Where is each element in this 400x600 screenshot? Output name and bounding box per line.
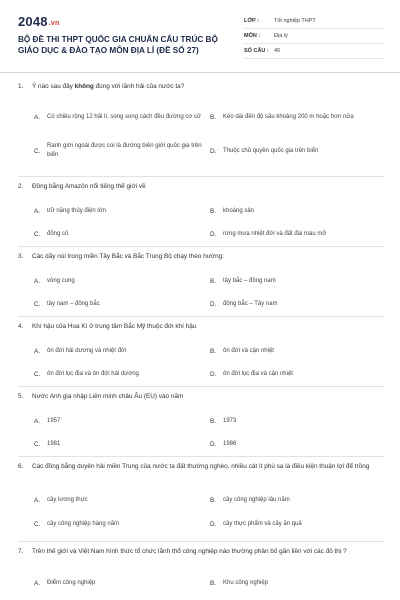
site-logo[interactable] — [18, 14, 59, 29]
option-b[interactable] — [210, 100, 384, 134]
option-letter: B. — [210, 113, 217, 121]
option-text: ôn đới lục địa và cận nhiệt — [223, 371, 293, 377]
option-a[interactable] — [34, 488, 208, 512]
meta-row-subject — [244, 29, 384, 44]
option-text: Điểm công nghiệp — [47, 579, 96, 586]
option-text: 1981 — [47, 441, 61, 447]
option-d[interactable] — [210, 512, 384, 536]
option-letter: B. — [210, 418, 217, 425]
answer-options — [34, 100, 384, 168]
option-letter: B. — [210, 208, 217, 215]
question-body: Khí hậu của Hoa Kì ở trung tâm Bắc Mỹ thuộc đới khí hậu — [32, 323, 197, 330]
question-text — [18, 320, 384, 340]
option-text: Có chiều rộng 12 hải lí, song song cách đều đường cơ sở — [47, 113, 201, 120]
meta-row-grade — [244, 14, 384, 29]
option-letter: C. — [34, 231, 41, 238]
question-emphasis: không — [74, 83, 94, 90]
option-text: 1957 — [47, 418, 61, 424]
option-text: 1986 — [223, 441, 237, 447]
question-number: 3. — [18, 253, 24, 260]
option-text: cây công nghiệp lâu năm — [223, 496, 290, 503]
option-letter: A. — [34, 496, 41, 504]
option-a[interactable] — [34, 270, 208, 293]
option-text: ôn đới hải dương và nhiệt đới — [47, 348, 127, 354]
option-text: đông bắc – Tây nam — [223, 301, 278, 307]
question-number: 6. — [18, 463, 24, 470]
question-text — [18, 390, 384, 410]
answer-options — [34, 410, 384, 456]
option-d[interactable] — [210, 134, 384, 168]
option-d[interactable] — [210, 223, 384, 246]
option-letter: B. — [210, 579, 217, 587]
option-text: cây công nghiệp hàng năm — [47, 520, 120, 527]
meta-value: Địa lý — [274, 33, 288, 39]
option-a[interactable] — [34, 340, 208, 363]
option-letter: C. — [34, 441, 41, 448]
option-letter: B. — [210, 278, 217, 285]
option-letter: C. — [34, 520, 41, 528]
question-number: 1. — [18, 83, 24, 90]
answer-options — [34, 488, 384, 536]
option-b[interactable] — [210, 573, 384, 593]
option-letter: B. — [210, 496, 217, 504]
option-c[interactable] — [34, 223, 208, 246]
option-c[interactable] — [34, 134, 208, 168]
option-c[interactable] — [34, 433, 208, 456]
option-letter: B. — [210, 348, 217, 355]
question-number: 5. — [18, 393, 24, 400]
option-text: ôn đới và cận nhiệt — [223, 348, 274, 354]
option-letter: A. — [34, 348, 41, 355]
option-text: 1973 — [223, 418, 237, 424]
header — [18, 12, 384, 70]
exam-meta — [244, 14, 384, 59]
option-letter: C. — [34, 301, 41, 308]
option-text: tây nam – đông bắc — [47, 301, 100, 307]
option-letter: A. — [34, 208, 41, 215]
option-a[interactable] — [34, 100, 208, 134]
option-text: cây lương thực — [47, 496, 88, 503]
option-letter: A. — [34, 278, 41, 285]
question-3 — [18, 247, 384, 317]
option-letter: A. — [34, 579, 41, 587]
question-5 — [18, 387, 384, 457]
option-text: khoáng sản — [223, 208, 255, 214]
option-b[interactable] — [210, 270, 384, 293]
option-c[interactable] — [34, 293, 208, 316]
question-4 — [18, 317, 384, 387]
meta-label: LỚP : — [244, 18, 259, 24]
option-letter: D. — [210, 231, 217, 238]
option-b[interactable] — [210, 488, 384, 512]
logo-suffix: .vn — [48, 20, 60, 27]
option-text: Ranh giới ngoài được coi là đường biên giới quốc gia trên biển — [47, 143, 202, 158]
option-text: trữ năng thủy điện lớn — [47, 208, 106, 214]
option-d[interactable] — [210, 293, 384, 316]
question-body: Đồng bằng Amazôn nổi tiếng thế giới về — [32, 183, 146, 190]
option-a[interactable] — [34, 573, 208, 593]
question-text — [18, 180, 384, 200]
header-divider — [0, 72, 400, 73]
answer-options — [34, 270, 384, 316]
question-2 — [18, 177, 384, 247]
question-number: 7. — [18, 548, 24, 555]
option-text: tây bắc – đông nam — [223, 278, 276, 284]
question-number: 2. — [18, 183, 24, 190]
question-1 — [18, 80, 384, 177]
option-d[interactable] — [210, 433, 384, 456]
question-text-part: Ý nào sau đây — [32, 83, 75, 90]
document-title: BỘ ĐỀ THI THPT QUỐC GIA CHUẨN CẤU TRÚC BỘ GIÁO DỤC & ĐÀO TẠO MÔN ĐỊA LÍ (ĐỀ SỐ 27) — [18, 35, 218, 55]
option-a[interactable] — [34, 410, 208, 433]
option-letter: D. — [210, 441, 217, 448]
option-text: đồng cỏ — [47, 231, 69, 237]
meta-value: 40 — [274, 48, 281, 54]
question-list — [18, 80, 384, 600]
question-body: Các đồng bằng duyên hải miền Trung của nước ta đất thường nghèo, nhiều cát ít phù sa là điều kiện thuận lợi để trồng — [32, 463, 370, 470]
question-6 — [18, 457, 384, 542]
option-text: rừng mưa nhiệt đới và đất đai màu mỡ — [223, 231, 327, 237]
option-b[interactable] — [210, 410, 384, 433]
option-text: Khu công nghiệp — [223, 579, 269, 586]
option-letter: A. — [34, 113, 41, 121]
option-a[interactable] — [34, 200, 208, 223]
option-letter: A. — [34, 418, 41, 425]
meta-row-count — [244, 44, 384, 59]
question-body: Các dãy núi trong miền Tây Bắc và Bắc Trung Bộ chạy theo hướng: — [32, 253, 225, 260]
meta-label: MÔN : — [244, 33, 261, 39]
question-body — [32, 82, 184, 100]
question-text-part: đúng với lãnh hải của nước ta? — [93, 83, 185, 90]
option-text: vòng cung — [47, 278, 75, 284]
option-text: cây thực phẩm và cây ăn quả — [223, 520, 302, 527]
question-text — [18, 80, 384, 100]
option-letter: D. — [210, 520, 217, 528]
question-text — [18, 460, 384, 488]
meta-value: Tốt nghiệp THPT — [274, 18, 316, 24]
option-letter: C. — [34, 147, 41, 155]
option-letter: C. — [34, 371, 41, 378]
option-letter: D. — [210, 371, 217, 378]
option-b[interactable] — [210, 340, 384, 363]
question-number: 4. — [18, 323, 24, 330]
question-body: Trên thế giới và Việt Nam hình thức tổ chức lãnh thổ công nghiệp nào thường phân bố gần liền với các đô thị ? — [32, 548, 347, 555]
option-letter: D. — [210, 147, 217, 155]
option-text: Thuộc chủ quyền quốc gia trên biển — [223, 147, 319, 154]
answer-options — [34, 200, 384, 246]
question-7 — [18, 542, 384, 600]
option-letter: D. — [210, 301, 217, 308]
question-text — [18, 545, 384, 573]
meta-label: SỐ CÂU : — [244, 48, 269, 54]
answer-options — [34, 340, 384, 386]
question-text — [18, 250, 384, 270]
option-c[interactable] — [34, 363, 208, 386]
option-d[interactable] — [210, 363, 384, 386]
question-body: Nước Anh gia nhập Liên minh châu Âu (EU) vào năm — [32, 393, 184, 400]
option-b[interactable] — [210, 200, 384, 223]
answer-options — [34, 573, 384, 593]
option-text: ôn đới lục địa và ôn đới hải dương — [47, 371, 139, 377]
option-text: Kéo dài đến độ sâu khoảng 200 m hoặc hơn nữa — [223, 113, 354, 120]
option-c[interactable] — [34, 512, 208, 536]
logo-main: 2048 — [18, 14, 48, 29]
